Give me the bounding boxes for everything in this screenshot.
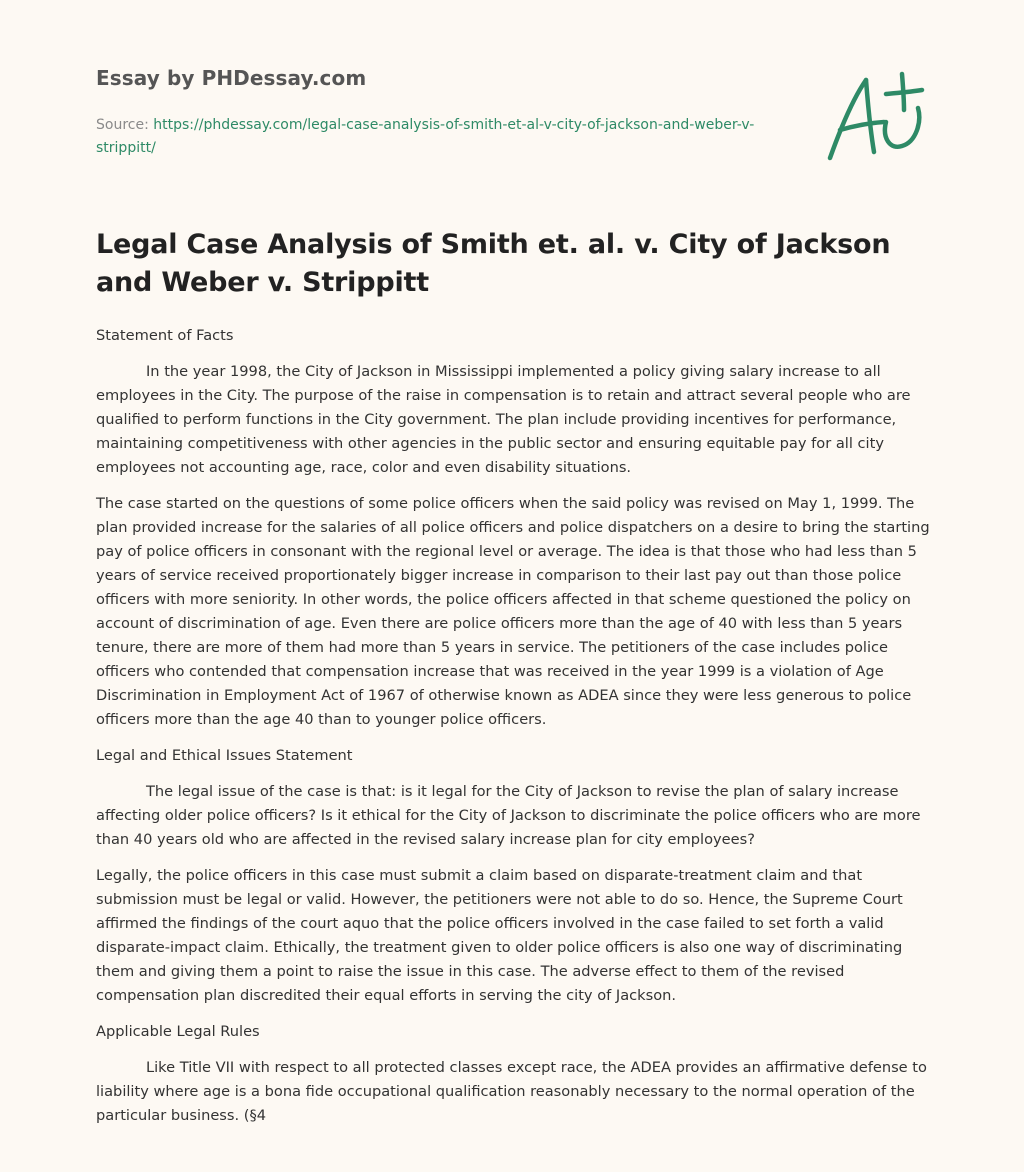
paragraph: Legally, the police officers in this case must submit a claim based on disparate-treatment claim and that submission must be legal or valid. However, the petitioners were not able to do so. Hence, the Supreme Court affirmed the findings of the court aquo that the police officers involved in the case failed to set forth a valid disparate-impact claim. Ethically, the treatment given to older police officers is also one way of discriminating them and giving them a point to raise the issue in this case. The adverse effect to them of the revised compensation plan discredited their equal efforts in serving the city of Jackson. <box>96 867 903 1004</box>
source-line <box>96 114 776 160</box>
source-label: Source: <box>96 117 149 133</box>
paragraph: Like Title VII with respect to all protected classes except race, the ADEA provides an affirmative defense to liability where age is a bona fide occupational qualification reasonably necessary to the normal operation of the particular business. (§4 <box>96 1059 927 1124</box>
site-title: Essay by PHDessay.com <box>96 66 367 90</box>
essay-body <box>96 324 932 1140</box>
essay-title: Legal Case Analysis of Smith et. al. v. City of Jackson and Weber v. Strippitt <box>96 229 891 298</box>
paragraph: The case started on the questions of some police officers when the said policy was revised on May 1, 1999. The plan provided increase for the salaries of all police officers and police dispatchers on a desire to bring the starting pay of police officers in consonant with the regional level or average. The idea is that those who had less than 5 years of service received proportionately bigger increase in comparison to their last pay out than those police officers with more seniority. In other words, the police officers affected in that scheme questioned the policy on account of discrimination of age. Even there are police officers more than the age of 40 with less than 5 years tenure, there are more of them had more than 5 years in service. The petitioners of the case includes police officers who contended that compensation increase that was received in the year 1999 is a violation of Age Discrimination in Employment Act of 1967 of otherwise known as ADEA since they were less generous to police officers more than the age 40 than to younger police officers. <box>96 495 930 728</box>
source-link[interactable]: https://phdessay.com/legal-case-analysis-of-smith-et-al-v-city-of-jackson-and-weber-v-strippitt/ <box>96 117 755 156</box>
section-heading-rules: Applicable Legal Rules <box>96 1023 260 1040</box>
section-heading-issues: Legal and Ethical Issues Statement <box>96 747 353 764</box>
a-plus-logo-icon <box>818 66 930 166</box>
site-header <box>96 66 796 160</box>
section-heading-facts: Statement of Facts <box>96 327 234 344</box>
paragraph: The legal issue of the case is that: is it legal for the City of Jackson to revise the plan of salary increase affecting older police officers? Is it ethical for the City of Jackson to discriminate the police officers who are more than 40 years old who are affected in the revised salary increase plan for city employees? <box>96 783 921 848</box>
paragraph: In the year 1998, the City of Jackson in Mississippi implemented a policy giving salary increase to all employees in the City. The purpose of the raise in compensation is to retain and attract several people who are qualified to perform functions in the City government. The plan include providing incentives for performance, maintaining competitiveness with other agencies in the public sector and ensuring equitable pay for all city employees not accounting age, race, color and even disability situations. <box>96 363 911 476</box>
